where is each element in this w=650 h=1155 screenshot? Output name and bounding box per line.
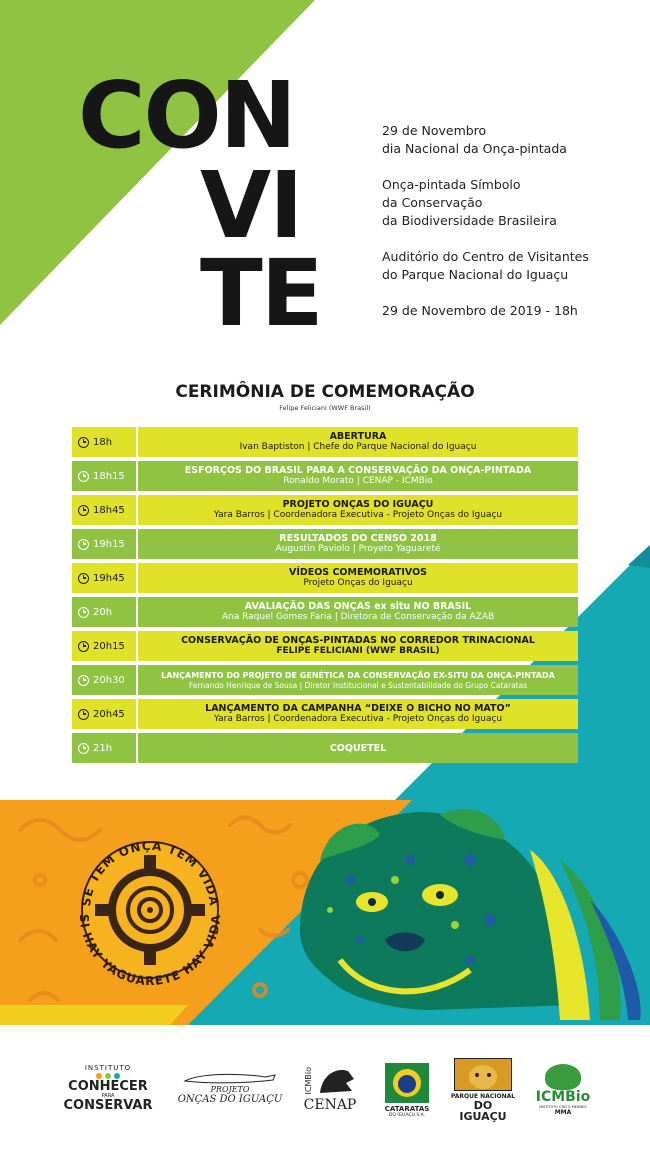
schedule-time: 21h [93,742,113,754]
clock-icon [78,743,89,754]
schedule-speaker: Yara Barros | Coordenadora Executiva - Projeto Onças do Iguaçu [213,714,503,724]
info-line: 29 de Novembro [382,123,487,138]
logo-projeto-oncas: PROJETO ONÇAS DO IGUAÇU [175,1058,285,1118]
dot-icon [105,1073,111,1079]
info-line: da Conservação [382,195,483,210]
schedule-speaker: Projeto Onças do Iguaçu [303,578,413,588]
info-line: dia Nacional da Onça-pintada [382,141,567,156]
logo-conhecer-conservar: INSTITUTO CONHECER PARA CONSERVAR [63,1063,153,1113]
clock-icon [78,641,89,652]
leaf-map-icon [545,1064,581,1090]
info-datetime-block [382,302,578,320]
schedule-speaker: Ivan Baptiston | Chefe do Parque Nacional do Iguaçu [239,442,477,452]
info-line: Onça-pintada Símbolo [382,177,521,192]
schedule-row [72,461,578,491]
ceremony-subtitle: Felipe Feliciani (WWF Brasil) [279,404,371,412]
info-venue-block [382,248,589,284]
schedule-row [72,597,578,627]
schedule-title: AVALIAÇÃO DAS ONÇAS ex situ NO BRASIL [244,601,472,612]
ceremony-title: CERIMÔNIA DE COMEMORAÇÃO [175,382,475,402]
schedule-speaker: Ronaldo Morato | CENAP - ICMBio [283,476,433,486]
schedule-title: RESULTADOS DO CENSO 2018 [279,533,437,544]
clock-icon [78,709,89,720]
schedule-time: 18h [93,436,113,448]
svg-text:SE TEM ONÇA TEM VIDA [79,839,221,907]
schedule-row [72,699,578,729]
schedule-row [72,631,578,661]
clock-icon [78,539,89,550]
schedule-time: 20h30 [93,674,125,686]
schedule-speaker: Augustin Paviolo | Proyeto Yaguareté [275,544,441,554]
schedule-title: LANÇAMENTO DO PROJETO DE GENÉTICA DA CONSERVAÇÃO EX-SITU DA ONÇA-PINTADA [161,670,555,680]
schedule-speaker: Yara Barros | Coordenadora Executiva - Projeto Onças do Iguaçu [213,510,503,520]
schedule-row [72,427,578,457]
schedule-time: 18h15 [93,470,125,482]
info-symbol-block [382,176,557,230]
jaguar-face-icon [454,1058,512,1091]
schedule-row [72,665,578,695]
schedule-time: 19h15 [93,538,125,550]
cataratas-emblem-icon [385,1063,429,1103]
schedule-title: ESFORÇOS DO BRASIL PARA A CONSERVAÇÃO DA ONÇA-PINTADA [184,465,532,476]
dot-icon [114,1073,120,1079]
clock-icon [78,675,89,686]
schedule-title: ABERTURA [329,431,387,442]
schedule-title: VÍDEOS COMEMORATIVOS [288,567,428,578]
schedule-row [72,733,578,763]
clock-icon [78,573,89,584]
headline-line-1: CON [78,62,295,169]
schedule-time: 19h45 [93,572,125,584]
info-date-block [382,122,567,158]
schedule-speaker: Ana Raquel Gomes Faria | Diretora de Conservação da AZAB [221,612,495,622]
info-line: 29 de Novembro de 2019 - 18h [382,303,578,318]
dot-icon [96,1073,102,1079]
svg-text:SI HAY YAGUARETE HAY VIDA [77,914,223,988]
schedule-title: COQUETEL [329,742,387,754]
schedule-time: 18h45 [93,504,125,516]
clock-icon [78,505,89,516]
info-line: do Parque Nacional do Iguaçu [382,267,569,282]
logo-icmbio: ICMBio INSTITUTO CHICO MENDES MMA [533,1058,593,1122]
info-line: da Biodiversidade Brasileira [382,213,557,228]
schedule-speaker: Fernando Henrique de Sousa | Diretor Institucional e Sustentabilidade do Grupo Cataratas [188,680,528,690]
seal-bottom-text: SI HAY YAGUARETE HAY VIDA [76,913,224,989]
schedule-time: 20h45 [93,708,125,720]
schedule-time: 20h15 [93,640,125,652]
schedule-row [72,563,578,593]
schedule-time: 20h [93,606,113,618]
headline-line-3: TE [200,240,322,347]
headline-line-2: VI [200,152,302,259]
schedule-speaker: FELIPE FELICIANI (WWF BRASIL) [276,646,440,656]
jaguar-silhouette-icon [180,1071,280,1085]
schedule-title: CONSERVAÇÃO DE ONÇAS-PINTADAS NO CORREDOR TRINACIONAL [181,635,535,646]
logo-cataratas: CATARATAS DO IGUAÇU S.A. [378,1058,436,1122]
schedule-row [72,495,578,525]
jaguar-head-icon [316,1065,356,1097]
info-line: Auditório do Centro de Visitantes [382,249,589,264]
clock-icon [78,607,89,618]
seal-top-text: SE TEM ONÇA TEM VIDA [78,838,222,908]
clock-icon [78,471,89,482]
clock-icon [78,437,89,448]
logo-cenap: ICMBio CENAP [298,1058,362,1120]
schedule-title: LANÇAMENTO DA CAMPANHA “DEIXE O BICHO NO MATO” [205,703,511,714]
schedule-row [72,529,578,559]
logo-parque-nacional: PARQUE NACIONAL DO IGUAÇU [450,1058,516,1122]
schedule-title: PROJETO ONÇAS DO IGUAÇU [282,499,434,510]
